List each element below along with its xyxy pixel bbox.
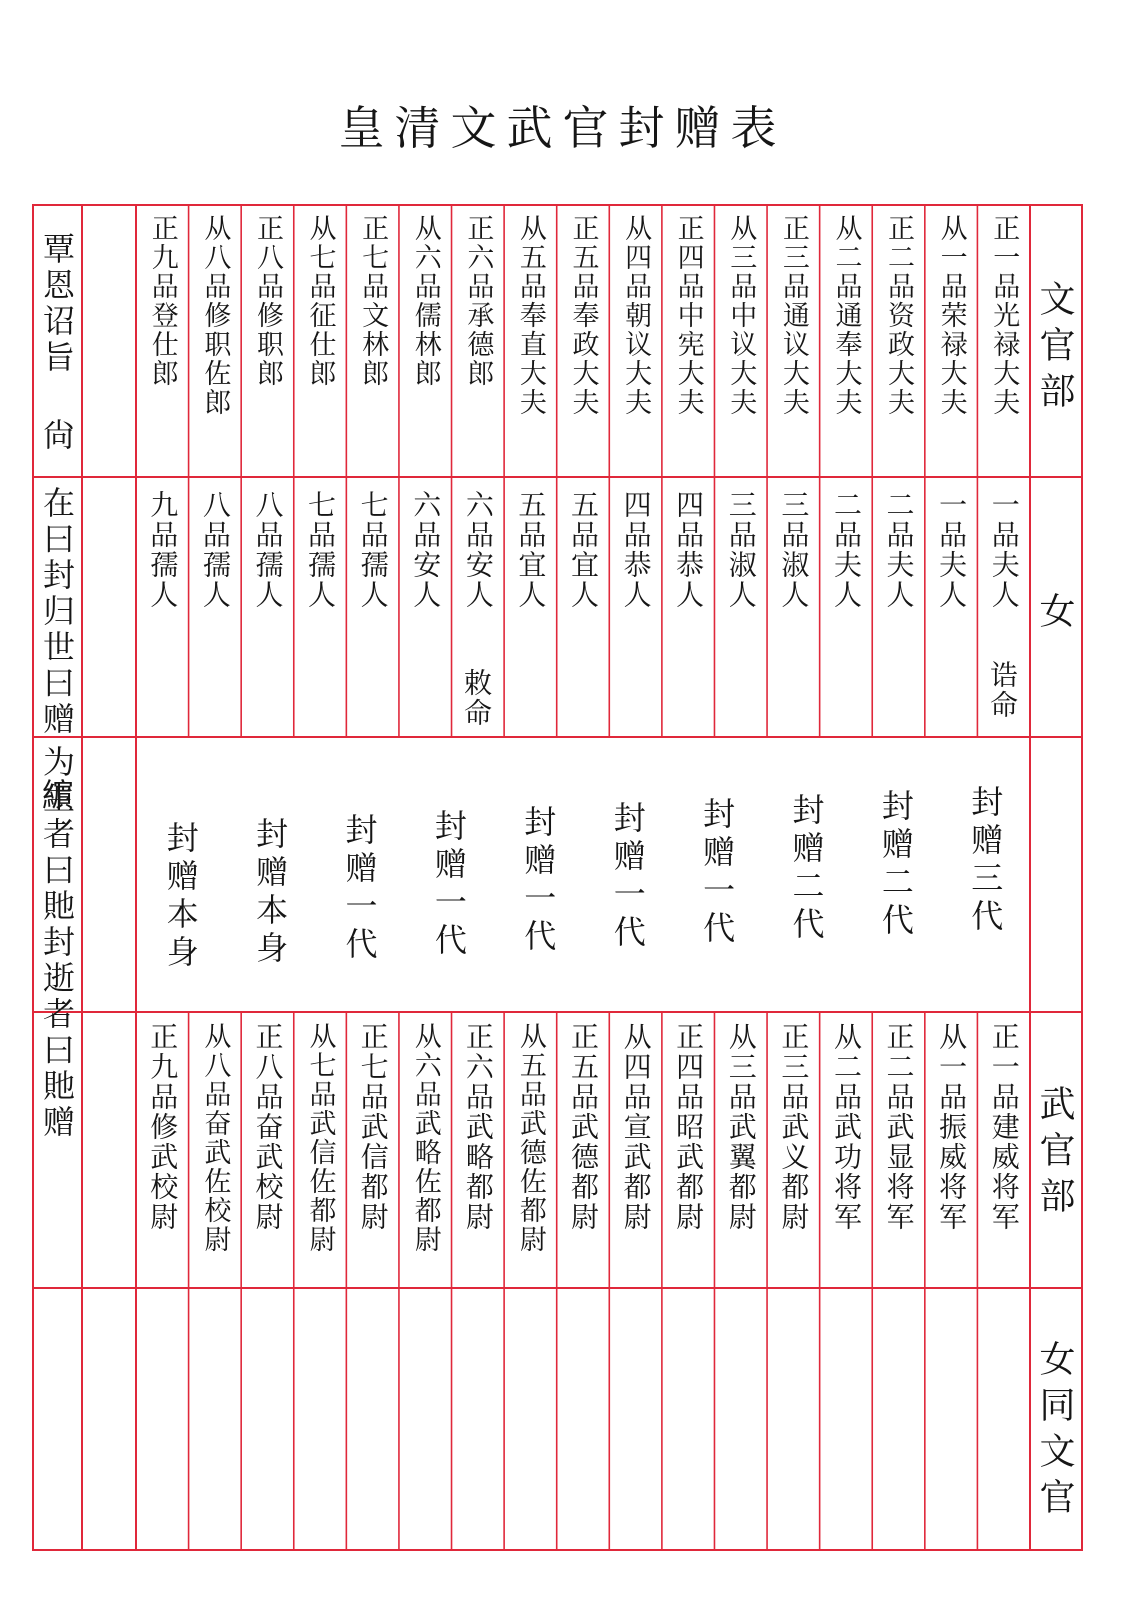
military-rank-cell: 正二品武显将军: [882, 1022, 916, 1232]
header-military: 武官部: [1034, 1085, 1075, 1223]
civil-rank-cell: 正一品光禄大夫: [988, 214, 1020, 417]
civil-rank-cell: 从六品儒林郎: [409, 214, 441, 388]
military-rank-cell: 从八品奋武佐校尉: [199, 1022, 231, 1254]
wife-title-cell: 七品孺人: [356, 490, 390, 610]
gaoming-tag: 诰命: [986, 660, 1019, 720]
military-rank-cell: 正一品建威将军: [987, 1022, 1021, 1232]
military-rank-cell: 正八品奋武校尉: [251, 1022, 285, 1232]
civil-rank-cell: 从七品征仕郎: [304, 214, 336, 388]
civil-rank-cell: 正三品通议大夫: [777, 214, 809, 417]
military-rank-cell: 正九品修武校尉: [146, 1022, 180, 1232]
civil-rank-cell: 正八品修职郎: [251, 214, 283, 388]
military-rank-cell: 从七品武信佐都尉: [304, 1022, 336, 1254]
side-note-3: 为生者曰貤封逝者曰貤赠: [38, 745, 76, 1141]
military-rank-cell: 从二品武功将军: [829, 1022, 863, 1232]
military-rank-cell: 从六品武略佐都尉: [409, 1022, 441, 1254]
chiming-tag: 敕命: [460, 668, 493, 728]
wife-title-cell: 五品宜人: [567, 490, 600, 610]
grant-cell: 封赠一代: [340, 813, 379, 965]
wife-title-cell: 九品孺人: [146, 490, 180, 610]
grant-cell: 封赠一代: [698, 797, 737, 949]
wife-title-cell: 一品夫人: [987, 490, 1021, 610]
civil-rank-cell: 从二品通奉大夫: [830, 214, 862, 417]
military-rank-cell: 从四品宣武都尉: [619, 1022, 653, 1232]
header-civil: 文官部: [1034, 280, 1075, 418]
military-rank-cell: 从三品武翼都尉: [724, 1022, 758, 1232]
civil-rank-cell: 正四品中宪大夫: [672, 214, 704, 417]
wife-title-cell: 二品夫人: [882, 490, 916, 610]
civil-rank-cell: 正九品登仕郎: [146, 214, 178, 388]
military-rank-cell: 正三品武义都尉: [777, 1022, 811, 1232]
header-female-same: 女同文官: [1034, 1340, 1075, 1524]
military-rank-cell: 从一品振威将军: [935, 1022, 969, 1232]
grant-cell: 封赠一代: [429, 809, 468, 961]
grant-cell: 封赠一代: [608, 801, 647, 953]
wife-title-cell: 六品安人: [409, 490, 443, 610]
military-rank-cell: 正六品武略都尉: [461, 1022, 495, 1232]
wife-title-cell: 三品淑人: [777, 490, 811, 610]
wife-title-cell: 四品恭人: [619, 490, 653, 610]
wife-title-cell: 五品宜人: [514, 490, 548, 610]
civil-rank-cell: 正七品文林郎: [357, 214, 389, 388]
wife-title-cell: 二品夫人: [829, 490, 863, 610]
wife-title-cell: 八品孺人: [251, 490, 285, 610]
civil-rank-cell: 正二品资政大夫: [883, 214, 915, 417]
civil-rank-cell: 从四品朝议大夫: [620, 214, 652, 417]
grant-cell: 封赠二代: [876, 789, 915, 941]
grant-cell: 封赠本身: [161, 821, 200, 973]
military-rank-cell: 正七品武信都尉: [356, 1022, 390, 1232]
civil-rank-cell: 从五品奉直大夫: [514, 214, 546, 417]
military-rank-cell: 正五品武德都尉: [567, 1022, 600, 1232]
wife-title-cell: 四品恭人: [672, 490, 706, 610]
side-note-2: 在曰封归世曰赠 𦆯: [38, 486, 76, 816]
civil-rank-cell: 从一品荣禄大夫: [935, 214, 967, 417]
side-note-1: 覃恩诏旨 尙: [38, 232, 76, 454]
wife-title-cell: 八品孺人: [198, 490, 232, 610]
header-wife: 女: [1034, 592, 1075, 638]
wife-title-cell: 一品夫人: [935, 490, 969, 610]
civil-rank-cell: 正五品奉政大夫: [567, 214, 599, 417]
grant-cell: 封赠三代: [966, 785, 1005, 937]
civil-rank-cell: 从八品修职佐郎: [199, 214, 231, 417]
wife-title-cell: 六品安人: [461, 490, 495, 610]
grant-cell: 封赠二代: [787, 793, 826, 945]
wife-title-cell: 三品淑人: [724, 490, 758, 610]
civil-rank-cell: 从三品中议大夫: [725, 214, 757, 417]
wife-title-cell: 七品孺人: [304, 490, 338, 610]
civil-rank-cell: 正六品承德郎: [462, 214, 494, 388]
grant-cell: 封赠一代: [519, 805, 558, 957]
military-rank-cell: 正四品昭武都尉: [672, 1022, 706, 1232]
page-title: 皇清文武官封赠表: [338, 101, 787, 155]
grant-cell: 封赠本身: [251, 817, 290, 969]
military-rank-cell: 从五品武德佐都尉: [514, 1022, 546, 1254]
